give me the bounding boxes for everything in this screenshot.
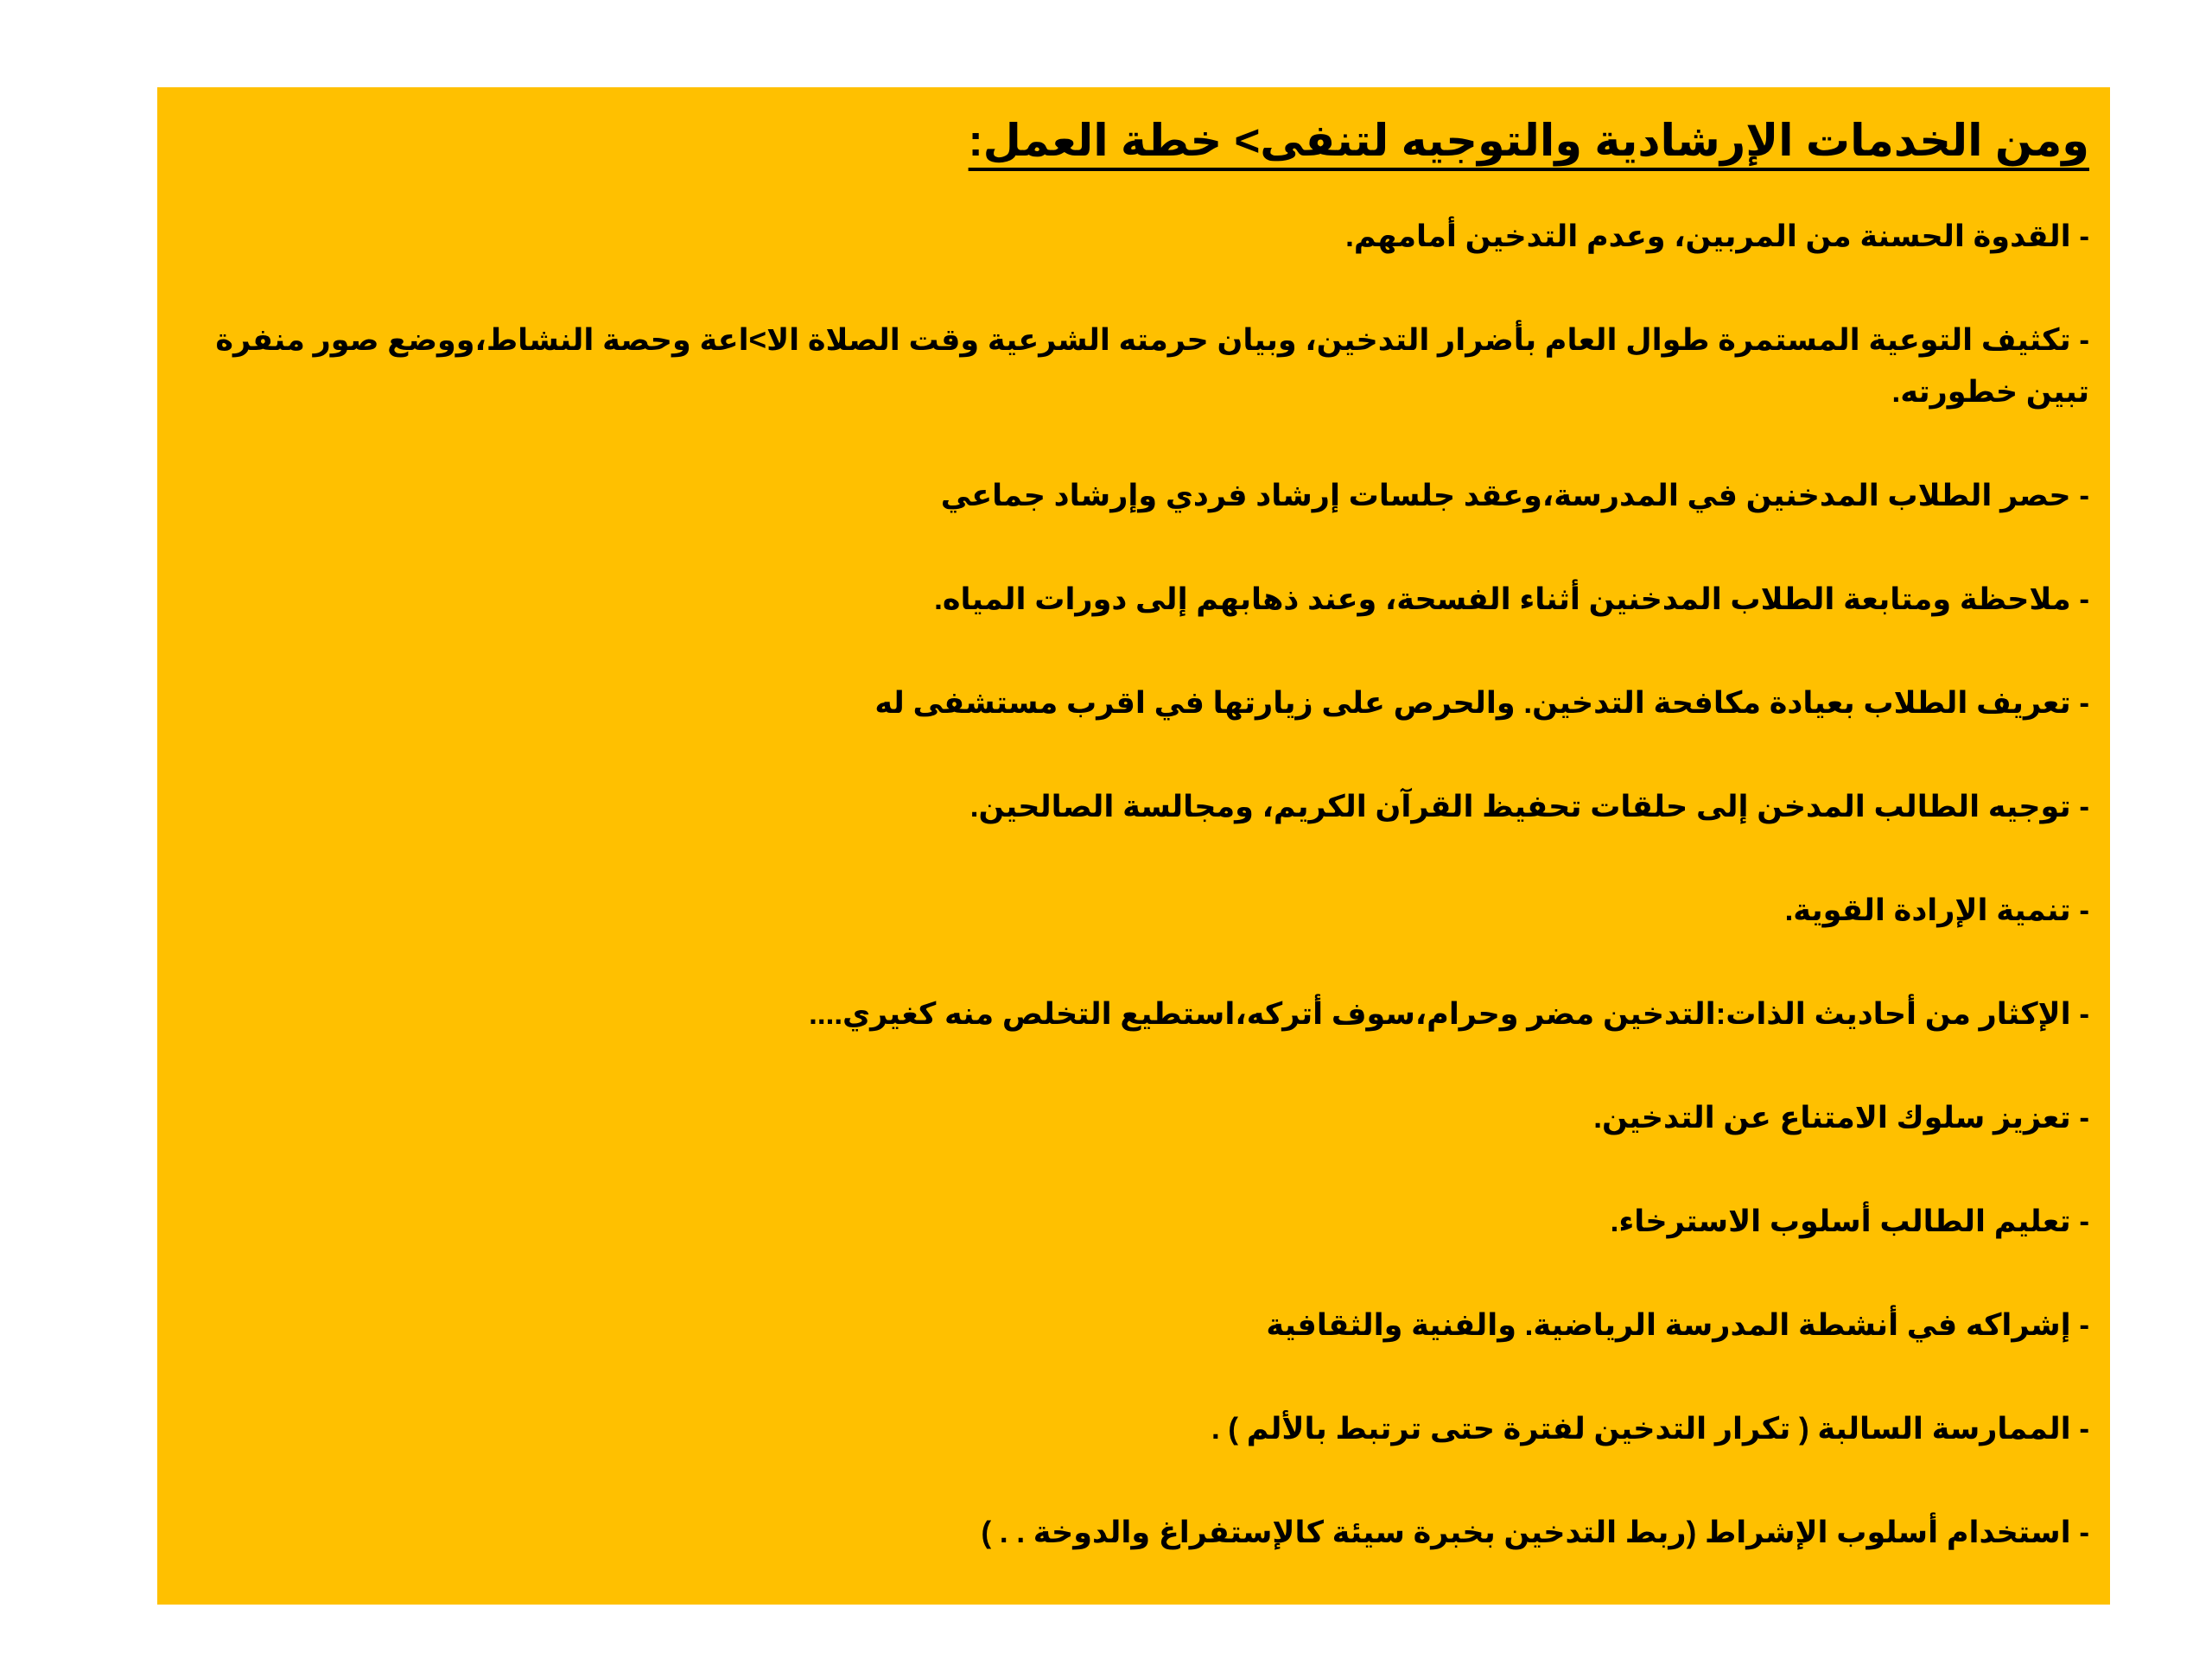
list-item: - تكثيف التوعية المستمرة طوال العام بأضرار التدخين، وبيان حرمته الشرعية وقت الصلاة الا>اعة وحصة النشاط،ووضع صور منفرة تبين خطورته.: [215, 322, 2089, 409]
list-item: - القدوة الحسنة من المربين، وعدم التدخين أمامهم.: [1345, 219, 2089, 253]
list-item: - إشراكه في أنشطة المدرسة الرياضية. والفنية والثقافية: [1266, 1307, 2089, 1342]
list-item: - الإكثار من أحاديث الذات:التدخين مضر وحرام،سوف أتركه،استطيع التخلص منه كغيري....: [809, 996, 2089, 1031]
list-item: - تعريف الطلاب بعيادة مكافحة التدخين. والحرص على زيارتها في اقرب مستشفى له: [874, 685, 2089, 720]
list-item: - استخدام أسلوب الإشراط (ربط التدخين بخبرة سيئة كالإستفراغ والدوخة . . ): [981, 1515, 2089, 1549]
list-item: - الممارسة السالبة ( تكرار التدخين لفترة حتى ترتبط بالألم ) .: [1211, 1411, 2089, 1446]
slide-panel: [157, 87, 2110, 1605]
list-item: - تعزيز سلوك الامتناع عن التدخين.: [1593, 1100, 2089, 1135]
list-item: - توجيه الطالب المدخن إلى حلقات تحفيظ القرآن الكريم، ومجالسة الصالحين.: [969, 789, 2089, 823]
list-item: - تعليم الطالب أسلوب الاسترخاء.: [1610, 1204, 2089, 1238]
slide-title: [200, 111, 2089, 171]
slide-title-text: ومن الخدمات الإرشادية والتوجيه لتنفى> خطة العمل:: [968, 116, 2089, 165]
list-item: - تنمية الإرادة القوية.: [1784, 893, 2089, 927]
list-item: - ملاحظة ومتابعة الطلاب المدخنين أثناء الفسحة، وعند ذهابهم إلى دورات المياه.: [934, 582, 2089, 616]
action-plan-list: [200, 211, 2089, 1559]
list-item: - حصر الطلاب المدخنين في المدرسة،وعقد جلسات إرشاد فردي وإرشاد جماعي: [940, 478, 2089, 512]
